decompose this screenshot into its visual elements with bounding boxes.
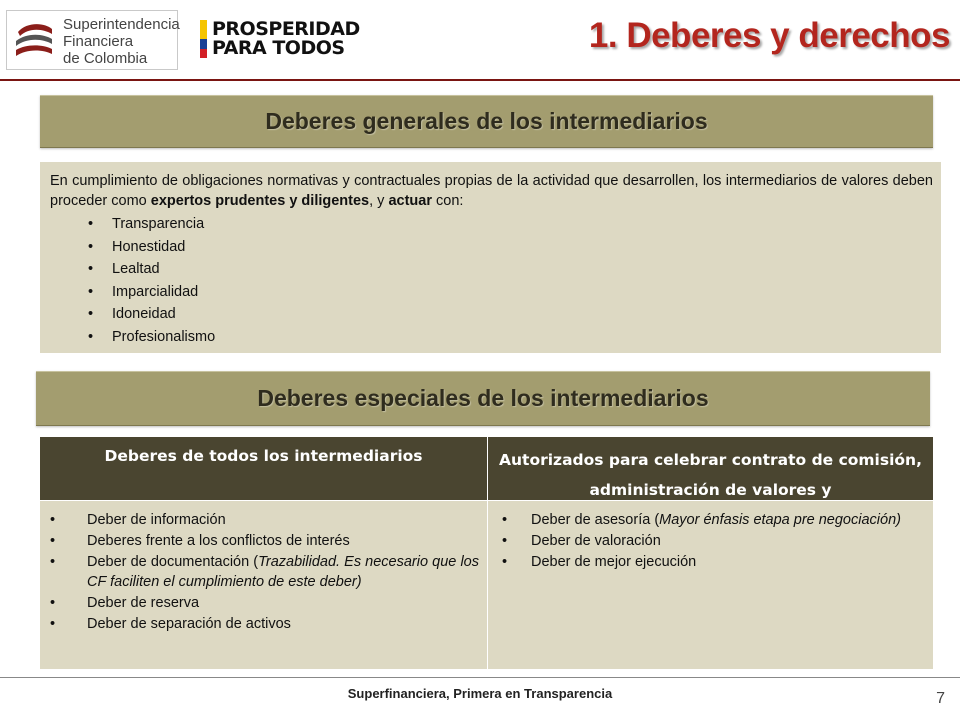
bullet-icon: •	[50, 616, 56, 632]
duty-italic-note: Mayor énfasis etapa pre negociación)	[659, 512, 901, 528]
footer-divider	[0, 677, 960, 678]
duty-imparcialidad: Imparcialidad	[112, 283, 199, 300]
prosperidad-logo	[200, 18, 360, 60]
left-duties-list	[50, 510, 479, 634]
duty-text: Deber de mejor ejecución	[531, 554, 697, 570]
duty-text: Deber de asesoría (	[531, 512, 660, 528]
list-item	[50, 213, 933, 236]
duty-transparencia: Transparencia	[112, 216, 205, 232]
bullet-icon: •	[50, 512, 56, 528]
list-item	[50, 326, 933, 349]
bullet-icon: •	[88, 238, 94, 255]
special-duties-banner	[36, 371, 930, 426]
table-header-authorized: Autorizados para celebrar contrato de comisión, administración de valores y	[488, 437, 933, 500]
list-item	[50, 552, 479, 592]
footer-tagline: Superfinanciera, Primera en Transparencia	[347, 686, 613, 701]
table-cell-left	[40, 501, 487, 669]
list-item	[502, 531, 925, 551]
bullet-icon: •	[50, 554, 56, 570]
list-item	[50, 593, 479, 613]
bullet-icon: •	[502, 512, 508, 528]
list-item	[50, 531, 479, 551]
bullet-icon: •	[50, 533, 56, 549]
list-item	[50, 236, 933, 259]
general-duties-heading: Deberes generales de los intermediarios	[265, 108, 708, 134]
superfinanciera-logo	[6, 10, 178, 70]
page-number: 7	[936, 690, 945, 707]
duty-text: Deber de información	[87, 512, 226, 528]
sfc-logo-line-1: Superintendencia	[63, 16, 180, 33]
duty-text: Deber de documentación (	[87, 554, 259, 570]
table-header-all-intermediaries: Deberes de todos los intermediarios	[40, 437, 487, 500]
bullet-icon: •	[88, 216, 94, 232]
sfc-logo-line-2: Financiera	[63, 33, 134, 50]
duty-idoneidad: Idoneidad	[112, 306, 176, 322]
duty-text: Deberes frente a los conflictos de interés	[87, 533, 350, 549]
intro-bold-actuar: actuar	[388, 193, 432, 209]
duty-text: Deber de separación de activos	[87, 616, 291, 632]
general-duties-list	[50, 213, 933, 348]
prosperidad-line-1: PROSPERIDAD	[212, 18, 360, 40]
special-duties-heading: Deberes especiales de los intermediarios	[257, 385, 709, 411]
bullet-icon: •	[502, 554, 508, 570]
general-duties-intro	[50, 171, 933, 211]
duty-lealtad: Lealtad	[112, 261, 160, 277]
bullet-icon: •	[88, 261, 94, 277]
duty-italic-note: Trazabilidad. Es necesario que los CF faciliten el cumplimiento de este deber)	[87, 554, 479, 590]
duty-honestidad: Honestidad	[112, 238, 186, 255]
sfc-logo-line-3: de Colombia	[63, 50, 148, 67]
duty-text: Deber de valoración	[531, 533, 661, 549]
list-item	[50, 281, 933, 304]
duty-text: Deber de reserva	[87, 595, 200, 611]
slide-title: 1. Deberes y derechos	[588, 16, 950, 55]
special-duties-table	[40, 437, 933, 669]
list-item	[50, 614, 479, 634]
list-item	[502, 552, 925, 572]
list-item	[50, 303, 933, 326]
general-duties-banner	[40, 95, 933, 148]
bullet-icon: •	[502, 533, 508, 549]
colombia-flag-icon	[200, 20, 207, 58]
bullet-icon: •	[88, 306, 94, 322]
table-cell-right	[488, 501, 933, 669]
intro-bold-expertos: expertos prudentes y diligentes	[150, 193, 370, 209]
intro-text-2: , y	[369, 193, 389, 209]
general-duties-box	[40, 162, 941, 353]
superfinanciera-emblem-icon	[12, 19, 56, 61]
list-item	[50, 510, 479, 530]
bullet-icon: •	[88, 328, 94, 345]
bullet-icon: •	[50, 595, 56, 611]
prosperidad-line-2: PARA TODOS	[212, 37, 345, 59]
right-duties-list	[502, 510, 925, 572]
intro-text-1: En cumplimiento de obligaciones normativas y contractuales propias de la actividad que desarrollen, los intermediarios de valores deben proceder como	[50, 173, 933, 209]
duty-profesionalismo: Profesionalismo	[112, 328, 216, 345]
bullet-icon: •	[88, 283, 94, 300]
list-item	[50, 258, 933, 281]
title-divider	[0, 79, 960, 81]
list-item	[502, 510, 925, 530]
intro-text-3: con:	[432, 193, 464, 209]
